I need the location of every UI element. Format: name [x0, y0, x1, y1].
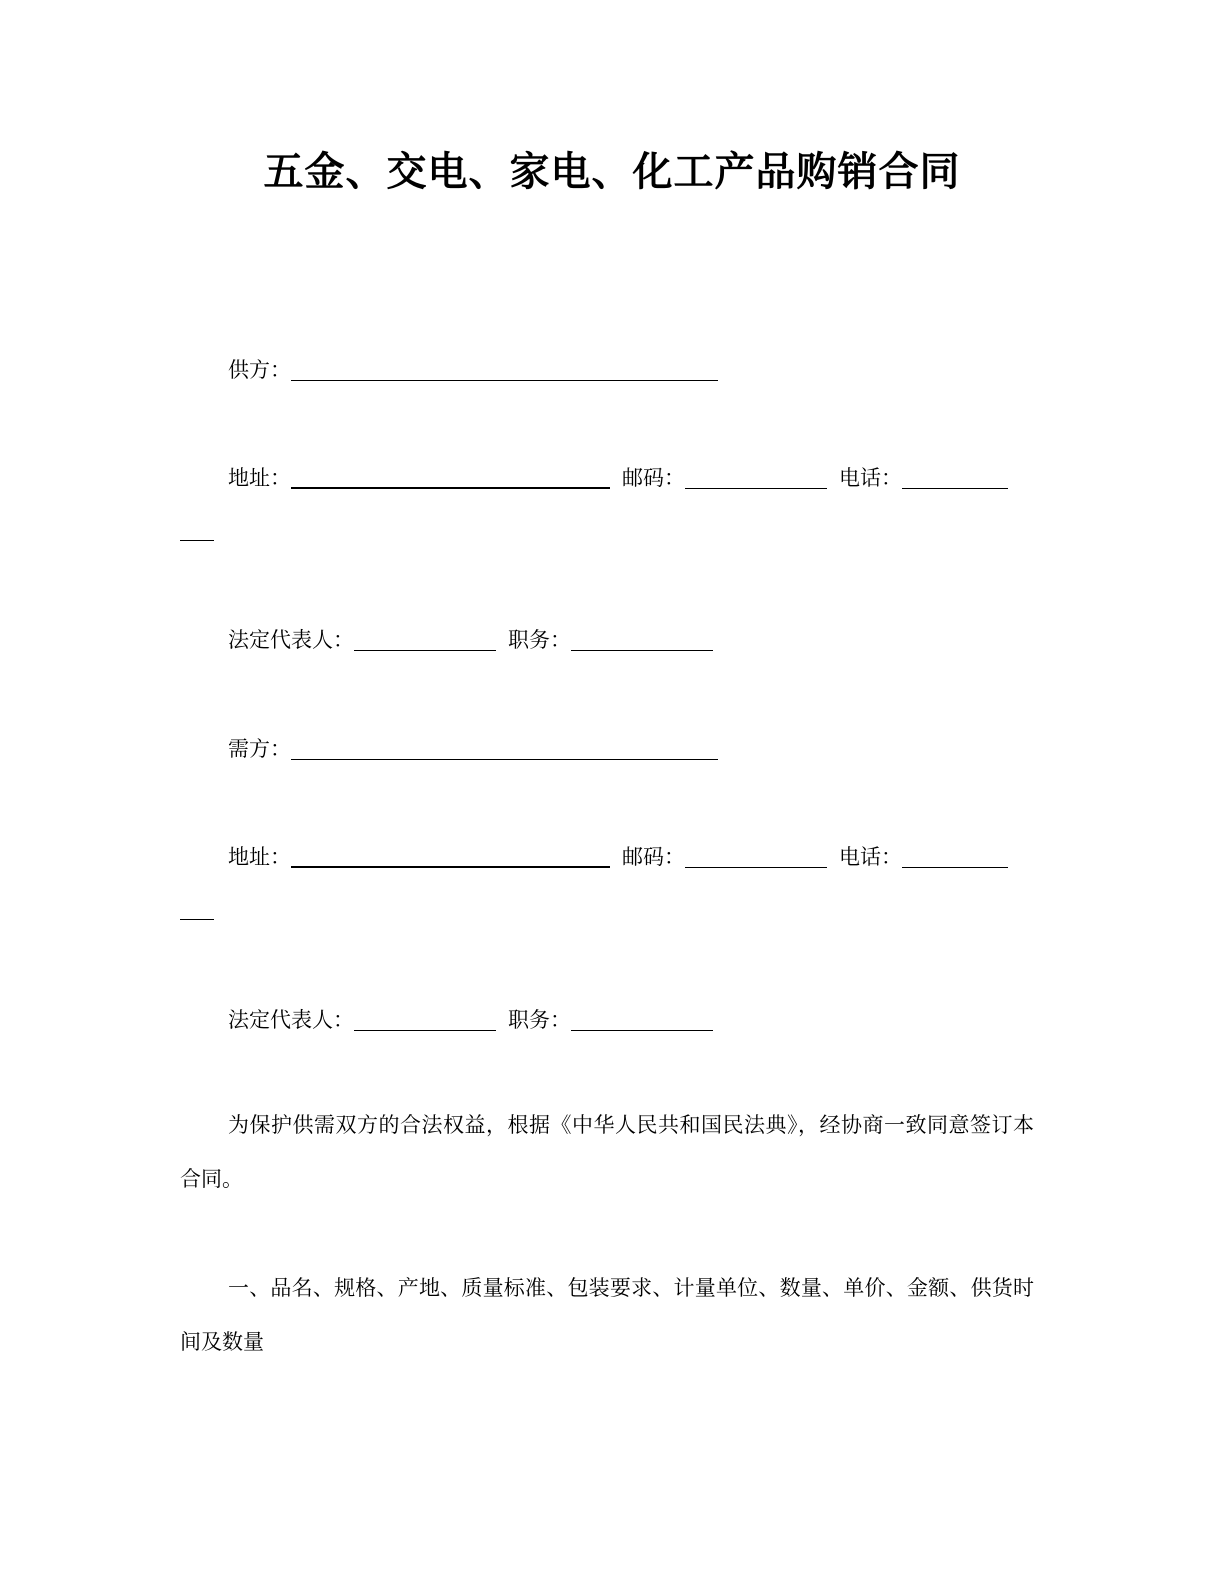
- buyer-position-label: 职务：: [508, 1008, 571, 1032]
- buyer-phone-label: 电话：: [839, 845, 902, 869]
- supplier-legal-rep-label: 法定代表人：: [228, 628, 354, 652]
- supplier-address-label: 地址：: [228, 466, 291, 490]
- supplier-address-blank[interactable]: [291, 487, 610, 489]
- document-title: 五金、交电、家电、化工产品购销合同: [263, 149, 961, 195]
- buyer-party-row: [228, 724, 718, 764]
- buyer-postcode-blank[interactable]: [685, 867, 827, 868]
- preamble-paragraph: 为保护供需双方的合法权益，根据《中华人民共和国民法典》，经协商一致同意签订本合同。: [180, 1113, 1034, 1191]
- buyer-address-blank[interactable]: [291, 866, 610, 868]
- buyer-legal-rep-blank[interactable]: [354, 1030, 496, 1031]
- supplier-phone-blank-continued[interactable]: [180, 540, 214, 541]
- buyer-address-label: 地址：: [228, 845, 291, 869]
- supplier-phone-blank[interactable]: [902, 488, 1008, 489]
- buyer-rep-row: [228, 995, 713, 1035]
- supplier-party-label: 供方：: [228, 358, 291, 382]
- buyer-postcode-label: 邮码：: [622, 845, 685, 869]
- buyer-phone-blank-continued[interactable]: [180, 919, 214, 920]
- supplier-rep-row: [228, 615, 713, 655]
- supplier-party-blank[interactable]: [291, 380, 718, 381]
- supplier-postcode-blank[interactable]: [685, 488, 827, 489]
- supplier-postcode-label: 邮码：: [622, 466, 685, 490]
- buyer-position-blank[interactable]: [571, 1030, 713, 1031]
- buyer-phone-blank[interactable]: [902, 867, 1008, 868]
- supplier-position-blank[interactable]: [571, 650, 713, 651]
- buyer-party-blank[interactable]: [291, 759, 718, 760]
- supplier-party-row: [228, 345, 718, 385]
- supplier-contact-row: [228, 453, 1008, 493]
- buyer-legal-rep-label: 法定代表人：: [228, 1008, 354, 1032]
- buyer-contact-row: [228, 832, 1008, 872]
- clause-1-heading: 一、品名、规格、产地、质量标准、包装要求、计量单位、数量、单价、金额、供货时间及数量: [180, 1276, 1034, 1354]
- buyer-party-label: 需方：: [228, 737, 291, 761]
- supplier-legal-rep-blank[interactable]: [354, 650, 496, 651]
- supplier-phone-label: 电话：: [839, 466, 902, 490]
- supplier-position-label: 职务：: [508, 628, 571, 652]
